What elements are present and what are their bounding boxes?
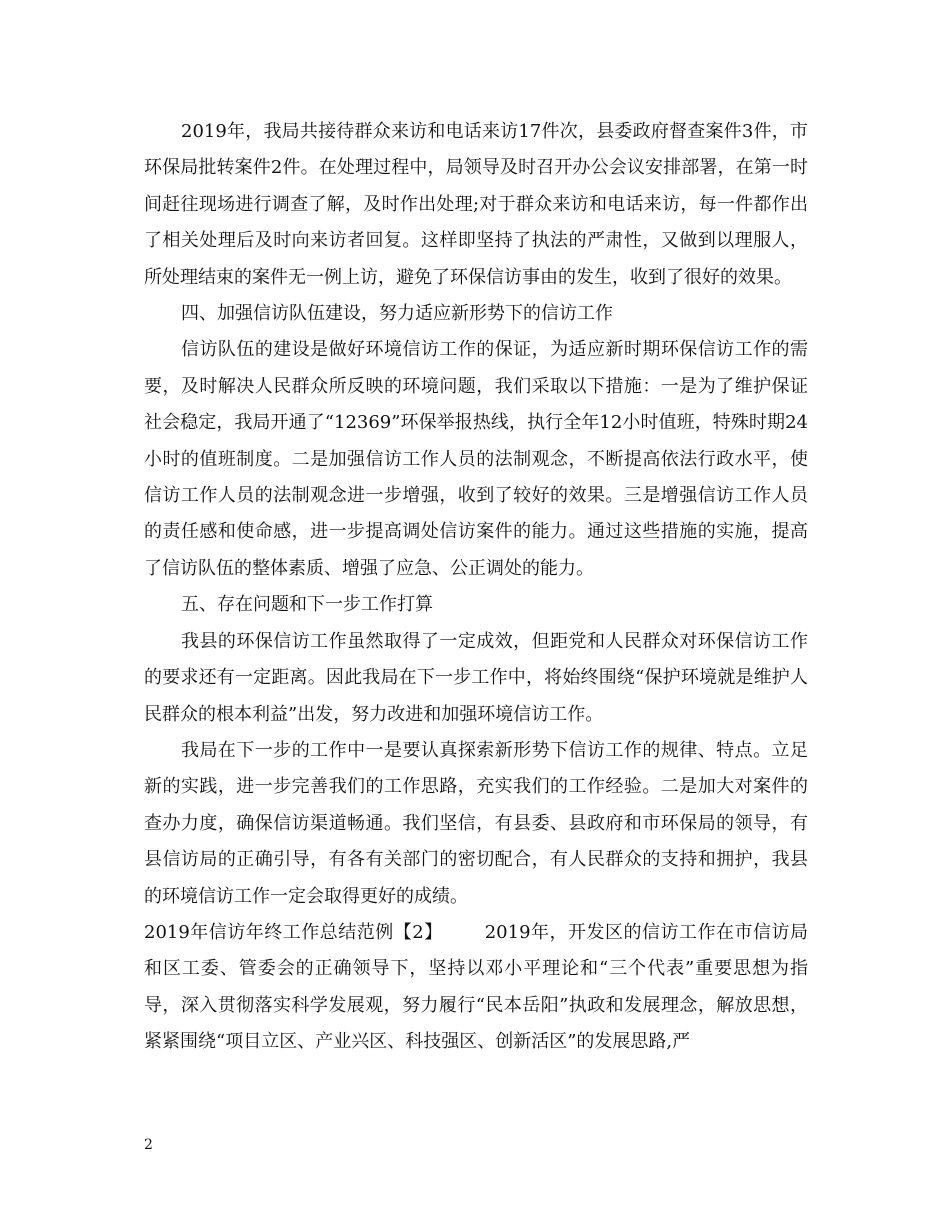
paragraph-next-steps: 我局在下一步的工作中一是要认真探索新形势下信访工作的规律、特点。立足新的实践，进一步完善我们的工作思路，充实我们的工作经验。二是加大对案件的查办力度，确保信访渠道畅通。我们坚信，有县委、县政府和市环保局的领导，有县信访局的正确引导，有各有关部门的密切配合，有人民群众的支持和拥护，我县的环境信访工作一定会取得更好的成绩。 (144, 739, 808, 907)
example-text: 2019年，开发区的信访工作在市信访局和区工委、管委会的正确领导下，坚持以邓小平理论和“三个代表”重要思想为指导，深入贯彻落实科学发展观，努力履行“民本岳阳”执政和发展理念，解放思想，紧紧围绕“项目立区、产业兴区、科技强区、创新活区”的发展思路,严 (144, 921, 809, 1053)
page-number: 2 (144, 1137, 153, 1153)
paragraph-team-building: 信访队伍的建设是做好环境信访工作的保证，为适应新时期环保信访工作的需要，及时解决人民群众所反映的环境问题，我们采取以下措施：一是为了维护保证社会稳定，我局开通了“12369”环保举报热线，执行全年12小时值班，特殊时期24小时的值班制度。二是加强信访工作人员的法制观念，不断提高依法行政水平，使信访工作人员的法制观念进一步增强，收到了较好的效果。三是增强信访工作人员的责任感和使命感，进一步提高调处信访案件的能力。通过这些措施的实施，提高了信访队伍的整体素质、增强了应急、公正调处的能力。 (144, 339, 808, 579)
section-heading-team-building: 四、加强信访队伍建设，努力适应新形势下的信访工作 (181, 303, 613, 325)
section-heading-problems-plans: 五、存在问题和下一步工作打算 (181, 594, 433, 616)
document-body (144, 114, 808, 1061)
example-heading: 2019年信访年终工作总结范例【2】 (144, 921, 443, 943)
paragraph-visits-summary: 2019年，我局共接待群众来访和电话来访17件次，县委政府督查案件3件，市环保局批转案件2件。在处理过程中，局领导及时召开办公会议安排部署，在第一时间赶往现场进行调查了解，及时作出处理;对于群众来访和电话来访，每一件都作出了相关处理后及时向来访者回复。这样即坚持了执法的严肃性，又做到以理服人，所处理结束的案件无一例上访，避免了环保信访事由的发生，收到了很好的效果。 (144, 121, 808, 288)
paragraph-problems: 我县的环保信访工作虽然取得了一定成效，但距党和人民群众对环保信访工作的要求还有一定距离。因此我局在下一步工作中，将始终围绕“保护环境就是维护人民群众的根本利益”出发，努力改进和加强环境信访工作。 (144, 630, 808, 725)
paragraph-example-two (144, 915, 808, 1061)
